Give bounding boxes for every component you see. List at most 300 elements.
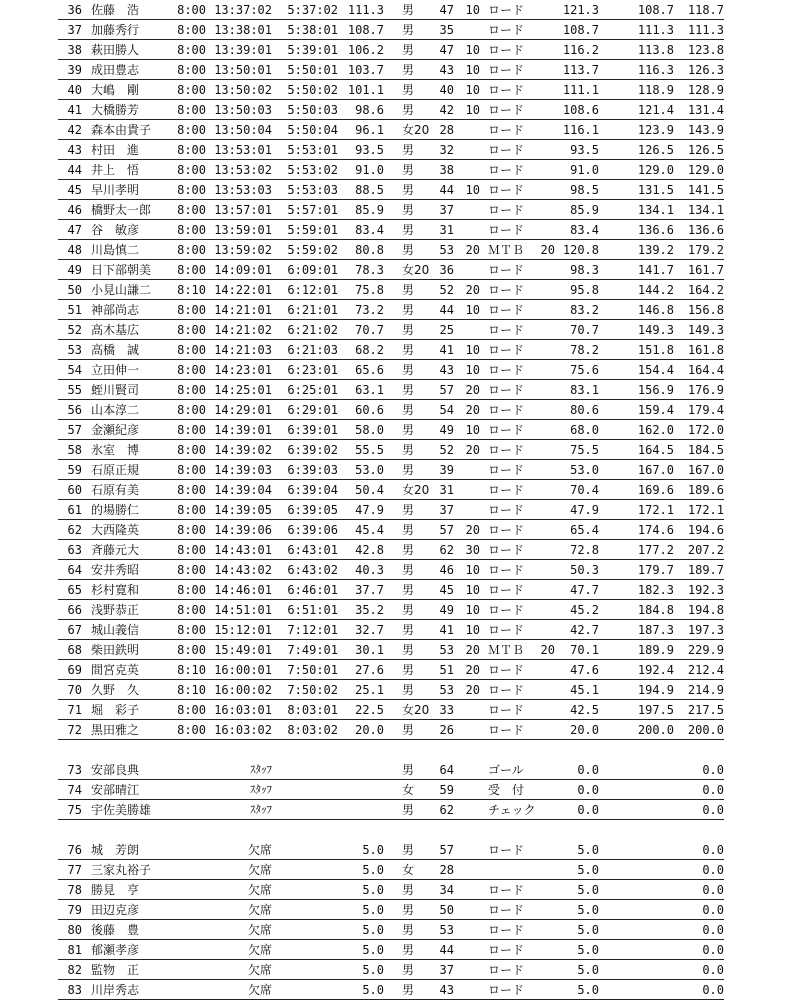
- cell-age: 31: [439, 483, 454, 497]
- cell-total: 179.4: [687, 403, 724, 417]
- cell-name: 斉藤元大: [91, 543, 140, 557]
- cell-total: 164.2: [687, 283, 724, 297]
- result-row: [0, 560, 795, 580]
- cell-sex: 男: [402, 723, 415, 737]
- cell-name: 川島慎二: [91, 243, 140, 257]
- result-row: [0, 580, 795, 600]
- cell-points: 5.0: [362, 863, 384, 877]
- cell-age: 38: [439, 163, 454, 177]
- cell-arrival: 14:39:01: [214, 423, 272, 437]
- cell-total: 0.0: [702, 803, 724, 817]
- cell-total: 129.0: [687, 163, 724, 177]
- cell-type: ロード: [488, 283, 525, 297]
- cell-sex: 男: [402, 543, 415, 557]
- cell-type: ロード: [488, 363, 525, 377]
- cell-start: 8:10: [177, 283, 206, 297]
- cell-dist: 65.4: [570, 523, 599, 537]
- cell-cum: 118.9: [637, 83, 674, 97]
- cell-name: 城山義信: [91, 623, 140, 637]
- cell-arrival: 14:46:01: [214, 583, 272, 597]
- cell-no: 66: [67, 603, 82, 617]
- cell-name: 間宮克英: [91, 663, 140, 677]
- cell-start: 8:00: [177, 563, 206, 577]
- cell-time: 7:12:01: [287, 623, 338, 637]
- cell-sex: 女20: [402, 123, 430, 137]
- cell-no: 46: [67, 203, 82, 217]
- cell-bonus: 10: [465, 583, 480, 597]
- cell-dist: 72.8: [570, 543, 599, 557]
- cell-type: ロード: [488, 723, 525, 737]
- cell-arrival: 14:43:01: [214, 543, 272, 557]
- cell-age: 45: [439, 583, 454, 597]
- cell-role: 欠席: [247, 943, 272, 957]
- cell-dist: 0.0: [577, 763, 599, 777]
- cell-points: 63.1: [355, 383, 384, 397]
- result-row: [0, 300, 795, 320]
- cell-type: ロード: [488, 523, 525, 537]
- cell-points: 45.4: [355, 523, 384, 537]
- cell-name: 三家丸裕子: [91, 863, 152, 877]
- cell-time: 6:39:04: [287, 483, 338, 497]
- cell-sex: 男: [402, 843, 415, 857]
- cell-points: 70.7: [355, 323, 384, 337]
- cell-cum: 116.3: [637, 63, 674, 77]
- cell-start: 8:00: [177, 503, 206, 517]
- cell-sex: 女: [402, 863, 415, 877]
- cell-time: 5:53:03: [287, 183, 338, 197]
- cell-bonus: 10: [465, 63, 480, 77]
- cell-dist: 85.9: [570, 203, 599, 217]
- cell-name: 田辺克彦: [91, 903, 140, 917]
- cell-type: ロード: [488, 703, 525, 717]
- cell-time: 6:21:01: [287, 303, 338, 317]
- cell-cum: 182.3: [637, 583, 674, 597]
- cell-type: ロード: [488, 163, 525, 177]
- cell-points: 68.2: [355, 343, 384, 357]
- cell-dist: 108.7: [562, 23, 599, 37]
- cell-time: 5:50:02: [287, 83, 338, 97]
- cell-total: 217.5: [687, 703, 724, 717]
- result-row: [0, 100, 795, 120]
- cell-start: 8:00: [177, 103, 206, 117]
- cell-no: 77: [67, 863, 82, 877]
- cell-name: 加藤秀行: [91, 23, 140, 37]
- cell-sex: 男: [402, 203, 415, 217]
- cell-dist: 75.6: [570, 363, 599, 377]
- cell-no: 50: [67, 283, 82, 297]
- cell-bonus: 10: [465, 423, 480, 437]
- cell-type: ロード: [488, 423, 525, 437]
- cell-sex: 男: [402, 563, 415, 577]
- cell-points: 55.5: [355, 443, 384, 457]
- cell-sex: 男: [402, 943, 415, 957]
- cell-type: ロード: [488, 3, 525, 17]
- cell-name: 神部尚志: [91, 303, 140, 317]
- cell-age: 59: [439, 783, 454, 797]
- result-row: [0, 200, 795, 220]
- cell-arrival: 14:21:03: [214, 343, 272, 357]
- result-row: [0, 220, 795, 240]
- cell-points: 5.0: [362, 843, 384, 857]
- cell-time: 6:12:01: [287, 283, 338, 297]
- cell-age: 43: [439, 363, 454, 377]
- cell-dist: 5.0: [577, 983, 599, 997]
- cell-type: ロード: [488, 63, 525, 77]
- result-row: [0, 180, 795, 200]
- cell-total: 0.0: [702, 963, 724, 977]
- result-row: [0, 360, 795, 380]
- cell-sex: 男: [402, 303, 415, 317]
- cell-total: 194.8: [687, 603, 724, 617]
- cell-age: 43: [439, 983, 454, 997]
- cell-name: 森本由貴子: [91, 123, 152, 137]
- cell-type: ロード: [488, 403, 525, 417]
- result-row: [0, 60, 795, 80]
- cell-total: 161.7: [687, 263, 724, 277]
- result-row: [0, 340, 795, 360]
- cell-start: 8:00: [177, 263, 206, 277]
- cell-name: 高橋 誠: [91, 343, 140, 357]
- cell-total: 212.4: [687, 663, 724, 677]
- cell-total: 0.0: [702, 883, 724, 897]
- cell-sex: 男: [402, 443, 415, 457]
- cell-start: 8:00: [177, 543, 206, 557]
- cell-arrival: 14:23:01: [214, 363, 272, 377]
- cell-cum: 113.8: [637, 43, 674, 57]
- cell-total: 200.0: [687, 723, 724, 737]
- cell-time: 8:03:01: [287, 703, 338, 717]
- cell-points: 5.0: [362, 883, 384, 897]
- result-row: [0, 140, 795, 160]
- cell-time: 5:50:04: [287, 123, 338, 137]
- cell-name: 安部晴江: [91, 783, 140, 797]
- cell-bonus: 20: [465, 443, 480, 457]
- cell-dist: 120.8: [562, 243, 599, 257]
- cell-cum: 149.3: [637, 323, 674, 337]
- cell-dist: 98.5: [570, 183, 599, 197]
- cell-points: 96.1: [355, 123, 384, 137]
- cell-age: 49: [439, 603, 454, 617]
- cell-dist: 111.1: [562, 83, 599, 97]
- cell-age: 52: [439, 283, 454, 297]
- cell-dist: 42.7: [570, 623, 599, 637]
- cell-total: 141.5: [687, 183, 724, 197]
- cell-dist: 45.1: [570, 683, 599, 697]
- cell-age: 44: [439, 303, 454, 317]
- cell-sex: 男: [402, 683, 415, 697]
- cell-no: 74: [67, 783, 82, 797]
- cell-cum: 174.6: [637, 523, 674, 537]
- cell-no: 65: [67, 583, 82, 597]
- cell-name: 井上 悟: [91, 163, 140, 177]
- cell-start: 8:00: [177, 343, 206, 357]
- cell-time: 5:39:01: [287, 43, 338, 57]
- cell-type: ロード: [488, 943, 525, 957]
- cell-total: 229.9: [687, 643, 724, 657]
- absent-row: [0, 960, 795, 980]
- cell-sex: 女20: [402, 263, 430, 277]
- cell-points: 5.0: [362, 983, 384, 997]
- cell-cum: 126.5: [637, 143, 674, 157]
- cell-name: 蛭川賢司: [91, 383, 140, 397]
- cell-sex: 男: [402, 603, 415, 617]
- cell-bonus: 10: [465, 343, 480, 357]
- cell-no: 68: [67, 643, 82, 657]
- result-row: [0, 280, 795, 300]
- cell-total: 161.8: [687, 343, 724, 357]
- cell-total: 197.3: [687, 623, 724, 637]
- cell-role: 欠席: [247, 883, 272, 897]
- cell-bonus: 20: [465, 283, 480, 297]
- cell-no: 71: [67, 703, 82, 717]
- cell-arrival: 14:22:01: [214, 283, 272, 297]
- cell-age: 57: [439, 523, 454, 537]
- cell-dist: 5.0: [577, 863, 599, 877]
- cell-no: 37: [67, 23, 82, 37]
- cell-start: 8:00: [177, 603, 206, 617]
- cell-points: 91.0: [355, 163, 384, 177]
- cell-sex: 男: [402, 583, 415, 597]
- result-row: [0, 660, 795, 680]
- cell-points: 60.6: [355, 403, 384, 417]
- cell-age: 31: [439, 223, 454, 237]
- cell-age: 25: [439, 323, 454, 337]
- cell-points: 27.6: [355, 663, 384, 677]
- absent-row: [0, 860, 795, 880]
- cell-bonus: 10: [465, 563, 480, 577]
- cell-start: 8:00: [177, 243, 206, 257]
- cell-sex: 男: [402, 103, 415, 117]
- cell-name: 久野 久: [91, 683, 140, 697]
- result-row: [0, 400, 795, 420]
- cell-type: 受 付: [488, 783, 525, 797]
- cell-arrival: 14:39:05: [214, 503, 272, 517]
- cell-age: 44: [439, 183, 454, 197]
- cell-no: 76: [67, 843, 82, 857]
- cell-total: 143.9: [687, 123, 724, 137]
- cell-age: 47: [439, 43, 454, 57]
- cell-total: 0.0: [702, 843, 724, 857]
- cell-type: ロード: [488, 123, 525, 137]
- cell-sex: 男: [402, 523, 415, 537]
- cell-no: 40: [67, 83, 82, 97]
- cell-sex: 男: [402, 163, 415, 177]
- cell-time: 7:50:01: [287, 663, 338, 677]
- cell-no: 43: [67, 143, 82, 157]
- cell-name: 立田伸一: [91, 363, 140, 377]
- cell-dist: 50.3: [570, 563, 599, 577]
- cell-dist: 5.0: [577, 963, 599, 977]
- cell-age: 41: [439, 623, 454, 637]
- cell-arrival: 13:50:02: [214, 83, 272, 97]
- cell-name: 萩田勝人: [91, 43, 140, 57]
- cell-cum: 197.5: [637, 703, 674, 717]
- cell-type: ロード: [488, 23, 525, 37]
- cell-arrival: 16:00:02: [214, 683, 272, 697]
- cell-total: 189.6: [687, 483, 724, 497]
- cell-age: 33: [439, 703, 454, 717]
- cell-total: 0.0: [702, 983, 724, 997]
- cell-arrival: 13:50:04: [214, 123, 272, 137]
- result-row: [0, 480, 795, 500]
- cell-type: ロード: [488, 583, 525, 597]
- cell-no: 47: [67, 223, 82, 237]
- cell-start: 8:00: [177, 123, 206, 137]
- cell-total: 0.0: [702, 923, 724, 937]
- cell-name: 橋野太一郎: [91, 203, 152, 217]
- result-row: [0, 0, 795, 20]
- cell-arrival: 13:57:01: [214, 203, 272, 217]
- cell-age: 62: [439, 543, 454, 557]
- cell-no: 60: [67, 483, 82, 497]
- cell-type: ロード: [488, 683, 525, 697]
- cell-start: 8:00: [177, 383, 206, 397]
- cell-bonus: 10: [465, 83, 480, 97]
- cell-sex: 男: [402, 763, 415, 777]
- cell-name: 大嶋 剛: [91, 83, 140, 97]
- cell-time: 7:49:01: [287, 643, 338, 657]
- cell-cum: 141.7: [637, 263, 674, 277]
- result-row: [0, 460, 795, 480]
- row-rule: [58, 739, 724, 740]
- cell-role: ｽﾀｯﾌ: [250, 763, 272, 776]
- cell-sex: 男: [402, 143, 415, 157]
- cell-points: 80.8: [355, 243, 384, 257]
- cell-sex: 男: [402, 43, 415, 57]
- cell-bonus: 20: [465, 663, 480, 677]
- cell-no: 51: [67, 303, 82, 317]
- cell-type: ロード: [488, 603, 525, 617]
- result-row: [0, 260, 795, 280]
- cell-total: 136.6: [687, 223, 724, 237]
- cell-cum: 129.0: [637, 163, 674, 177]
- cell-bonus: 20: [465, 523, 480, 537]
- cell-name: 郁瀬孝彦: [91, 943, 140, 957]
- cell-cum: 151.8: [637, 343, 674, 357]
- cell-no: 64: [67, 563, 82, 577]
- result-row: [0, 640, 795, 660]
- cell-type: ロード: [488, 903, 525, 917]
- cell-bonus: 10: [465, 43, 480, 57]
- cell-cum: 134.1: [637, 203, 674, 217]
- cell-time: 6:39:01: [287, 423, 338, 437]
- cell-points: 106.2: [347, 43, 384, 57]
- result-row: [0, 40, 795, 60]
- cell-start: 8:10: [177, 683, 206, 697]
- cell-arrival: 14:39:06: [214, 523, 272, 537]
- cell-start: 8:00: [177, 523, 206, 537]
- cell-type: ロード: [488, 323, 525, 337]
- cell-age: 47: [439, 3, 454, 17]
- cell-total: 179.2: [687, 243, 724, 257]
- cell-arrival: 13:59:02: [214, 243, 272, 257]
- cell-arrival: 14:21:02: [214, 323, 272, 337]
- cell-type: ＭＴＢ: [488, 243, 525, 257]
- cell-sex: 男: [402, 223, 415, 237]
- cell-cum: 156.9: [637, 383, 674, 397]
- cell-total: 156.8: [687, 303, 724, 317]
- cell-no: 82: [67, 963, 82, 977]
- cell-dist: 93.5: [570, 143, 599, 157]
- cell-dist: 75.5: [570, 443, 599, 457]
- cell-points: 85.9: [355, 203, 384, 217]
- cell-name: 成田豊志: [91, 63, 140, 77]
- cell-no: 55: [67, 383, 82, 397]
- cell-dist: 108.6: [562, 103, 599, 117]
- cell-arrival: 14:25:01: [214, 383, 272, 397]
- cell-arrival: 13:53:02: [214, 163, 272, 177]
- cell-dist: 116.1: [562, 123, 599, 137]
- cell-bonus: 20: [465, 643, 480, 657]
- cell-points: 83.4: [355, 223, 384, 237]
- cell-sex: 男: [402, 503, 415, 517]
- cell-arrival: 14:29:01: [214, 403, 272, 417]
- cell-total: 172.1: [687, 503, 724, 517]
- cell-sex: 男: [402, 903, 415, 917]
- cell-cum: 164.5: [637, 443, 674, 457]
- absent-row: [0, 980, 795, 1000]
- cell-points: 101.1: [347, 83, 384, 97]
- cell-type: ロード: [488, 463, 525, 477]
- cell-sex: 男: [402, 3, 415, 17]
- cell-role: 欠席: [247, 903, 272, 917]
- cell-start: 8:00: [177, 403, 206, 417]
- cell-time: 6:39:05: [287, 503, 338, 517]
- cell-age: 53: [439, 643, 454, 657]
- cell-arrival: 13:37:02: [214, 3, 272, 17]
- result-row: [0, 520, 795, 540]
- cell-total: 0.0: [702, 783, 724, 797]
- cell-bonus: 10: [465, 603, 480, 617]
- cell-no: 49: [67, 263, 82, 277]
- cell-start: 8:00: [177, 143, 206, 157]
- cell-sex: 男: [402, 963, 415, 977]
- cell-sex: 女: [402, 783, 415, 797]
- cell-dist: 5.0: [577, 943, 599, 957]
- cell-name: 石原有美: [91, 483, 140, 497]
- cell-sex: 女20: [402, 483, 430, 497]
- staff-row: [0, 800, 795, 820]
- cell-arrival: 14:39:04: [214, 483, 272, 497]
- cell-bonus: 10: [465, 3, 480, 17]
- cell-cum: 154.4: [637, 363, 674, 377]
- cell-total: 167.0: [687, 463, 724, 477]
- cell-sex: 男: [402, 643, 415, 657]
- cell-sex: 男: [402, 883, 415, 897]
- cell-no: 83: [67, 983, 82, 997]
- cell-cum: 189.9: [637, 643, 674, 657]
- cell-bonus: 10: [465, 623, 480, 637]
- cell-start: 8:00: [177, 83, 206, 97]
- cell-arrival: 13:59:01: [214, 223, 272, 237]
- cell-start: 8:00: [177, 323, 206, 337]
- cell-dist: 45.2: [570, 603, 599, 617]
- cell-no: 67: [67, 623, 82, 637]
- cell-start: 8:00: [177, 583, 206, 597]
- cell-sex: 男: [402, 63, 415, 77]
- cell-age: 53: [439, 243, 454, 257]
- absent-row: [0, 920, 795, 940]
- cell-sex: 男: [402, 663, 415, 677]
- cell-no: 36: [67, 3, 82, 17]
- cell-age: 64: [439, 763, 454, 777]
- cell-dist: 0.0: [577, 803, 599, 817]
- cell-sex: 男: [402, 623, 415, 637]
- cell-time: 6:43:02: [287, 563, 338, 577]
- absent-row: [0, 940, 795, 960]
- cell-no: 42: [67, 123, 82, 137]
- absent-row: [0, 840, 795, 860]
